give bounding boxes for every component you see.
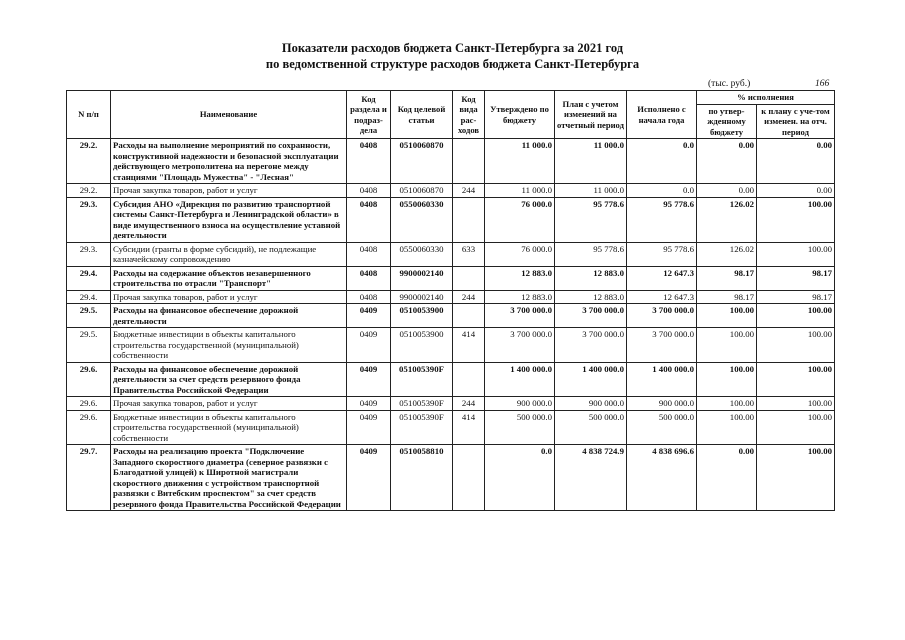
cell-plan: 12 883.0: [555, 290, 627, 304]
cell-executed: 95 778.6: [627, 197, 697, 242]
cell-executed: 12 647.3: [627, 266, 697, 290]
cell-razdel: 0408: [347, 197, 391, 242]
cell-approved: 11 000.0: [485, 139, 555, 184]
cell-num: 29.5.: [67, 304, 111, 328]
cell-approved: 0.0: [485, 445, 555, 511]
cell-num: 29.5.: [67, 328, 111, 363]
cell-name: Расходы на содержание объектов незавершенного строительства по отрасли "Транспорт": [111, 266, 347, 290]
cell-pct-plan: 98.17: [757, 266, 835, 290]
cell-pct-approved: 100.00: [697, 410, 757, 445]
table-row: [67, 362, 835, 397]
cell-approved: 3 700 000.0: [485, 328, 555, 363]
cell-statya: 0550060330: [391, 197, 453, 242]
cell-name: Расходы на реализацию проекта "Подключение Западного скоростного диаметра (северное развязки с Благодатной улицей) к Широтной магистрали скоростного движения с устройством транспортной развязки с Витебским проспектом" за счет средств резервного фонда Правительства Российской Федерации: [111, 445, 347, 511]
header-name: Наименование: [111, 91, 347, 139]
cell-vid: [453, 197, 485, 242]
cell-pct-plan: 0.00: [757, 184, 835, 198]
cell-name: Прочая закупка товаров, работ и услуг: [111, 290, 347, 304]
table-row: [67, 328, 835, 363]
expenditure-table: [66, 90, 835, 511]
cell-pct-approved: 98.17: [697, 290, 757, 304]
cell-approved: 76 000.0: [485, 242, 555, 266]
cell-executed: 3 700 000.0: [627, 304, 697, 328]
cell-pct-approved: 100.00: [697, 397, 757, 411]
header-approved: Утверждено по бюджету: [485, 91, 555, 139]
cell-pct-plan: 100.00: [757, 328, 835, 363]
cell-vid: [453, 304, 485, 328]
table-row: [67, 410, 835, 445]
cell-pct-plan: 100.00: [757, 445, 835, 511]
cell-num: 29.4.: [67, 266, 111, 290]
cell-executed: 0.0: [627, 139, 697, 184]
cell-num: 29.4.: [67, 290, 111, 304]
cell-approved: 12 883.0: [485, 290, 555, 304]
cell-statya: 0510060870: [391, 139, 453, 184]
cell-statya: 0550060330: [391, 242, 453, 266]
cell-approved: 1 400 000.0: [485, 362, 555, 397]
cell-executed: 3 700 000.0: [627, 328, 697, 363]
cell-pct-approved: 0.00: [697, 139, 757, 184]
page-number: 166: [815, 79, 830, 89]
report-title-line2: по ведомственной структуре расходов бюджета Санкт-Петербурга: [265, 57, 640, 71]
cell-name: Расходы на выполнение мероприятий по сохранности, конструктивной надежности и безопасной эксплуатации действующего метрополитена на перегоне между станциями "Площадь Мужества" - "Лесная": [111, 139, 347, 184]
cell-name: Субсидии (гранты в форме субсидий), не подлежащие казначейскому сопровождению: [111, 242, 347, 266]
cell-pct-plan: 100.00: [757, 304, 835, 328]
header-vid: Код вида рас-ходов: [453, 91, 485, 139]
header-razdel: Код раздела и подраз-дела: [347, 91, 391, 139]
cell-num: 29.6.: [67, 410, 111, 445]
cell-pct-approved: 98.17: [697, 266, 757, 290]
table-row: [67, 184, 835, 198]
cell-pct-approved: 0.00: [697, 445, 757, 511]
report-title-line1: Показатели расходов бюджета Санкт-Петербурга за 2021 год: [281, 41, 624, 55]
table-row: [67, 304, 835, 328]
cell-razdel: 0409: [347, 328, 391, 363]
cell-statya: 051005390F: [391, 397, 453, 411]
cell-approved: 900 000.0: [485, 397, 555, 411]
cell-vid: 633: [453, 242, 485, 266]
cell-plan: 4 838 724.9: [555, 445, 627, 511]
table-row: [67, 139, 835, 184]
cell-razdel: 0409: [347, 397, 391, 411]
table-row: [67, 197, 835, 242]
cell-razdel: 0408: [347, 290, 391, 304]
cell-num: 29.3.: [67, 197, 111, 242]
cell-num: 29.3.: [67, 242, 111, 266]
cell-razdel: 0408: [347, 139, 391, 184]
cell-name: Расходы на финансовое обеспечение дорожной деятельности: [111, 304, 347, 328]
cell-pct-plan: 100.00: [757, 197, 835, 242]
cell-executed: 1 400 000.0: [627, 362, 697, 397]
cell-plan: 95 778.6: [555, 242, 627, 266]
cell-razdel: 0409: [347, 304, 391, 328]
cell-name: Бюджетные инвестиции в объекты капитального строительства государственной (муниципальной) собственности: [111, 410, 347, 445]
cell-statya: 051005390F: [391, 410, 453, 445]
cell-statya: 0510058810: [391, 445, 453, 511]
cell-num: 29.2.: [67, 139, 111, 184]
cell-vid: [453, 445, 485, 511]
cell-statya: 9900002140: [391, 290, 453, 304]
cell-approved: 500 000.0: [485, 410, 555, 445]
cell-razdel: 0408: [347, 266, 391, 290]
cell-pct-approved: 100.00: [697, 304, 757, 328]
cell-razdel: 0409: [347, 410, 391, 445]
cell-approved: 3 700 000.0: [485, 304, 555, 328]
cell-plan: 11 000.0: [555, 139, 627, 184]
cell-vid: 414: [453, 328, 485, 363]
cell-name: Расходы на финансовое обеспечение дорожной деятельности за счет средств резервного фонда Правительства Российской Федерации: [111, 362, 347, 397]
cell-name: Прочая закупка товаров, работ и услуг: [111, 184, 347, 198]
cell-approved: 11 000.0: [485, 184, 555, 198]
cell-pct-approved: 126.02: [697, 242, 757, 266]
header-num: N п/п: [67, 91, 111, 139]
units-label: (тыс. руб.): [708, 79, 751, 89]
cell-num: 29.6.: [67, 397, 111, 411]
cell-num: 29.6.: [67, 362, 111, 397]
cell-executed: 4 838 696.6: [627, 445, 697, 511]
cell-name: Субсидия АНО «Дирекция по развитию транспортной системы Санкт-Петербурга и Ленинградской области» в виде имущественного взноса на осуществление уставной деятельности: [111, 197, 347, 242]
cell-pct-plan: 98.17: [757, 290, 835, 304]
cell-plan: 900 000.0: [555, 397, 627, 411]
cell-plan: 500 000.0: [555, 410, 627, 445]
cell-vid: [453, 362, 485, 397]
cell-statya: 0510053900: [391, 328, 453, 363]
cell-vid: 244: [453, 184, 485, 198]
header-pct-approved: по утвер-жденному бюджету: [697, 104, 757, 139]
table-row: [67, 266, 835, 290]
cell-pct-plan: 0.00: [757, 139, 835, 184]
cell-executed: 900 000.0: [627, 397, 697, 411]
cell-vid: 414: [453, 410, 485, 445]
cell-pct-approved: 100.00: [697, 328, 757, 363]
cell-razdel: 0408: [347, 242, 391, 266]
cell-statya: 051005390F: [391, 362, 453, 397]
cell-plan: 11 000.0: [555, 184, 627, 198]
cell-plan: 95 778.6: [555, 197, 627, 242]
cell-plan: 3 700 000.0: [555, 304, 627, 328]
cell-razdel: 0408: [347, 184, 391, 198]
cell-pct-approved: 100.00: [697, 362, 757, 397]
cell-name: Бюджетные инвестиции в объекты капитального строительства государственной (муниципальной) собственности: [111, 328, 347, 363]
cell-name: Прочая закупка товаров, работ и услуг: [111, 397, 347, 411]
cell-executed: 95 778.6: [627, 242, 697, 266]
cell-pct-plan: 100.00: [757, 242, 835, 266]
cell-num: 29.2.: [67, 184, 111, 198]
cell-pct-plan: 100.00: [757, 397, 835, 411]
header-statya: Код целевой статьи: [391, 91, 453, 139]
header-pct-plan: к плану с уче-том изменен. на отч. период: [757, 104, 835, 139]
cell-razdel: 0409: [347, 362, 391, 397]
header-executed: Исполнено с начала года: [627, 91, 697, 139]
cell-vid: [453, 266, 485, 290]
cell-statya: 0510060870: [391, 184, 453, 198]
cell-plan: 3 700 000.0: [555, 328, 627, 363]
table-row: [67, 290, 835, 304]
cell-executed: 12 647.3: [627, 290, 697, 304]
cell-pct-approved: 126.02: [697, 197, 757, 242]
cell-num: 29.7.: [67, 445, 111, 511]
cell-approved: 76 000.0: [485, 197, 555, 242]
table-row: [67, 242, 835, 266]
header-percent-group: % исполнения: [697, 91, 835, 105]
cell-approved: 12 883.0: [485, 266, 555, 290]
cell-statya: 0510053900: [391, 304, 453, 328]
cell-vid: [453, 139, 485, 184]
cell-razdel: 0409: [347, 445, 391, 511]
table-row: [67, 445, 835, 511]
cell-vid: 244: [453, 397, 485, 411]
cell-pct-approved: 0.00: [697, 184, 757, 198]
cell-executed: 0.0: [627, 184, 697, 198]
cell-executed: 500 000.0: [627, 410, 697, 445]
header-plan: План с учетом изменений на отчетный период: [555, 91, 627, 139]
cell-pct-plan: 100.00: [757, 410, 835, 445]
table-row: [67, 397, 835, 411]
cell-pct-plan: 100.00: [757, 362, 835, 397]
cell-statya: 9900002140: [391, 266, 453, 290]
cell-plan: 12 883.0: [555, 266, 627, 290]
cell-plan: 1 400 000.0: [555, 362, 627, 397]
cell-vid: 244: [453, 290, 485, 304]
